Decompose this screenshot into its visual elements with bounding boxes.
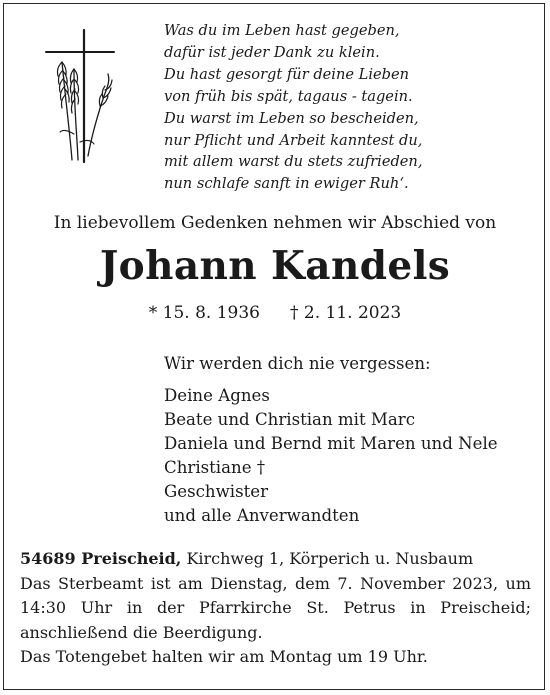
poem-line: von früh bis spät, tagaus - tagein. [164, 87, 413, 105]
deceased-name: Johann Kandels [99, 243, 451, 289]
birth-date: * 15. 8. 1936 [148, 303, 260, 323]
poem [164, 20, 504, 195]
address-rest: Kirchweg 1, Körperich u. Nusbaum [181, 549, 474, 568]
mourner-entry: Daniela und Bernd mit Maren und Nele [164, 434, 498, 453]
poem-line: Du hast gesorgt für deine Lieben [164, 65, 410, 83]
mourner-entry: Deine Agnes [164, 386, 270, 405]
prayer-text: Das Totengebet halten wir am Montag um 19 Uhr. [20, 647, 428, 667]
poem-line: Was du im Leben hast gegeben, [164, 22, 400, 39]
death-date: † 2. 11. 2023 [290, 303, 402, 323]
mourner-entry: Beate und Christian mit Marc [164, 410, 416, 429]
poem-line: dafür ist jeder Dank zu klein. [164, 43, 380, 61]
life-dates [0, 303, 550, 323]
poem-line: Du warst im Leben so bescheiden, [164, 109, 419, 127]
mourners-block [164, 352, 544, 528]
intro-text: In liebevollem Gedenken nehmen wir Abschied von [53, 213, 497, 233]
mourner-entry: Geschwister [164, 482, 269, 501]
info-block [20, 547, 531, 670]
mourner-entry: und alle Anverwandten [164, 506, 360, 525]
mourner-entry: Christiane † [164, 458, 266, 477]
address-line [20, 547, 531, 572]
funeral-text: Das Sterbeamt ist am Dienstag, dem 7. November 2023, um 14:30 Uhr in der Pfarrkirche St. Petrus in Preischeid; anschließend die Beerdigung. [20, 573, 531, 642]
mourners-headline: Wir werden dich nie vergessen: [164, 354, 431, 373]
poem-line: nur Pflicht und Arbeit kanntest du, [164, 131, 423, 149]
poem-line: mit allem warst du stets zufrieden, [164, 153, 423, 171]
cross-wheat-icon [44, 24, 122, 164]
poem-line: nun schlafe sanft in ewiger Ruh‘. [164, 175, 409, 193]
address-place: 54689 Preischeid, [20, 549, 182, 568]
